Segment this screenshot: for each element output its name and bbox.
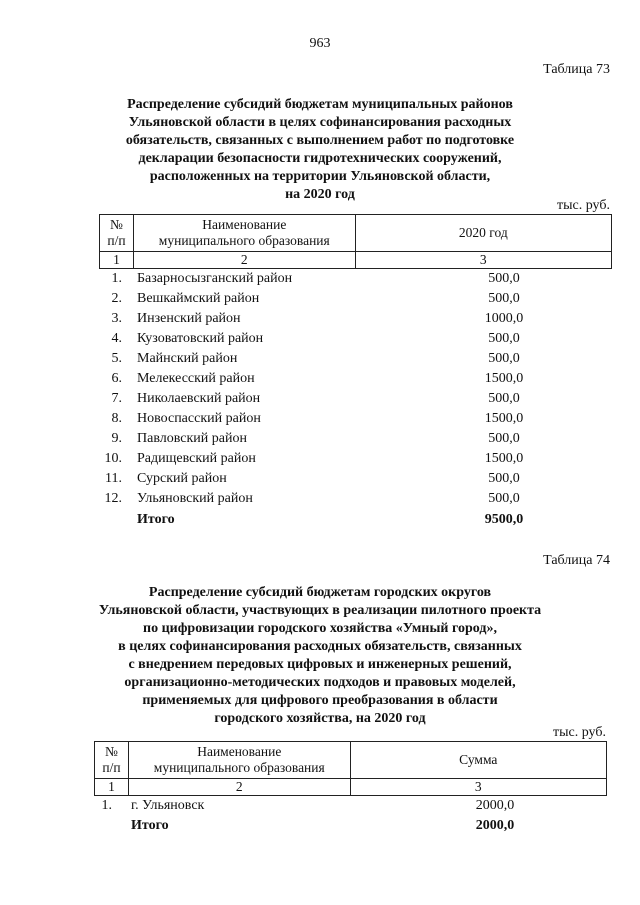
column-header-value: 2020 год — [355, 215, 611, 252]
column-header-name-line1: Наименование — [202, 217, 287, 232]
table-74-label: Таблица 74 — [543, 553, 610, 568]
row-value: 500,0 — [488, 431, 520, 446]
column-header-number-line1: № — [105, 744, 118, 759]
index-cell: 2 — [128, 779, 350, 796]
column-header-name-line2: муниципального образования — [153, 760, 325, 775]
table-row — [0, 411, 640, 431]
table-74-title-line: применяемых для цифрового преобразования в области — [142, 693, 498, 708]
table-row — [0, 431, 640, 451]
table-row — [0, 371, 640, 391]
total-row — [0, 818, 640, 838]
page-number: 963 — [309, 36, 331, 51]
table-74-title-line: городского хозяйства, на 2020 год — [214, 711, 426, 726]
table-74-title-line: с внедрением передовых цифровых и инженерных решений, — [128, 657, 512, 672]
row-value: 500,0 — [488, 471, 520, 486]
table-row — [0, 291, 640, 311]
column-header-number-line2: п/п — [102, 760, 121, 775]
table-73-title-line: обязательств, связанных с выполнением работ по подготовке — [125, 133, 515, 148]
row-name: Майнский район — [137, 351, 238, 366]
row-name: г. Ульяновск — [131, 798, 205, 813]
table-row — [0, 451, 640, 471]
row-value: 500,0 — [488, 271, 520, 286]
row-name: Вешкаймский район — [137, 291, 260, 306]
table-73-title-line: на 2020 год — [285, 187, 355, 202]
row-number: 9. — [111, 431, 122, 446]
index-cell: 1 — [95, 779, 129, 796]
column-header-name — [133, 215, 355, 252]
table-73-label: Таблица 73 — [543, 62, 610, 77]
table-row — [0, 351, 640, 371]
row-name: Инзенский район — [137, 311, 241, 326]
total-value: 9500,0 — [484, 512, 524, 527]
table-74-title-line: по цифровизации городского хозяйства «Умный город», — [143, 621, 497, 636]
row-name: Ульяновский район — [137, 491, 253, 506]
table-row — [0, 331, 640, 351]
table-74-title — [70, 584, 570, 728]
total-label: Итого — [131, 818, 169, 833]
table-row — [0, 311, 640, 331]
row-number: 6. — [111, 371, 122, 386]
row-value: 2000,0 — [475, 798, 515, 813]
table-row — [0, 391, 640, 411]
row-name: Кузоватовский район — [137, 331, 264, 346]
row-name: Сурский район — [137, 471, 227, 486]
row-value: 1500,0 — [484, 451, 524, 466]
row-name: Николаевский район — [137, 391, 261, 406]
index-cell: 1 — [100, 252, 134, 269]
column-header-name — [128, 742, 350, 779]
total-row — [0, 512, 640, 532]
table-74-title-line: в целях софинансирования расходных обязательств, связанных — [118, 639, 522, 654]
table-74-units: тыс. руб. — [553, 725, 606, 740]
index-cell: 3 — [350, 779, 606, 796]
total-value: 2000,0 — [475, 818, 515, 833]
column-header-number — [95, 742, 129, 779]
row-number: 7. — [111, 391, 122, 406]
row-number: 1. — [111, 271, 122, 286]
row-value: 500,0 — [488, 351, 520, 366]
row-number: 2. — [111, 291, 122, 306]
table-74-title-line: организационно-методических подходов и правовых моделей, — [124, 675, 516, 690]
row-number: 3. — [111, 311, 122, 326]
column-header-number-line1: № — [110, 217, 123, 232]
table-73-title-line: Ульяновской области в целях софинансирования расходных — [128, 115, 512, 130]
total-label: Итого — [137, 512, 175, 527]
table-73-title-line: Распределение субсидий бюджетам муниципальных районов — [127, 97, 513, 112]
table-row — [0, 491, 640, 511]
table-73-units: тыс. руб. — [557, 198, 610, 213]
row-name: Радищевский район — [137, 451, 256, 466]
row-number: 10. — [104, 451, 122, 466]
row-value: 500,0 — [488, 491, 520, 506]
table-74-title-line: Распределение субсидий бюджетам городских округов — [148, 585, 492, 600]
row-value: 500,0 — [488, 331, 520, 346]
row-number: 5. — [111, 351, 122, 366]
row-number: 1. — [101, 798, 112, 813]
row-value: 500,0 — [488, 391, 520, 406]
row-number: 8. — [111, 411, 122, 426]
row-name: Павловский район — [137, 431, 247, 446]
column-header-value: Сумма — [350, 742, 606, 779]
table-row — [0, 471, 640, 491]
table-74-title-line: Ульяновской области, участвующих в реализации пилотного проекта — [98, 603, 542, 618]
table-row — [0, 798, 640, 818]
column-header-name-line2: муниципального образования — [158, 233, 330, 248]
row-number: 11. — [105, 471, 122, 486]
index-cell: 2 — [133, 252, 355, 269]
table-73-header — [99, 214, 612, 269]
row-number: 4. — [111, 331, 122, 346]
row-name: Новоспасский район — [137, 411, 261, 426]
column-header-name-line1: Наименование — [197, 744, 282, 759]
row-value: 1000,0 — [484, 311, 524, 326]
table-73-title-line: декларации безопасности гидротехнических сооружений, — [138, 151, 502, 166]
row-value: 1500,0 — [484, 371, 524, 386]
column-header-number — [100, 215, 134, 252]
index-cell: 3 — [355, 252, 611, 269]
row-number: 12. — [104, 491, 122, 506]
column-header-number-line2: п/п — [107, 233, 126, 248]
table-row — [0, 271, 640, 291]
row-value: 1500,0 — [484, 411, 524, 426]
row-name: Базарносызганский район — [137, 271, 293, 286]
row-value: 500,0 — [488, 291, 520, 306]
table-74-header — [94, 741, 607, 796]
row-name: Мелекесский район — [137, 371, 255, 386]
table-73-title-line: расположенных на территории Ульяновской области, — [149, 169, 491, 184]
table-73-title — [70, 96, 570, 204]
